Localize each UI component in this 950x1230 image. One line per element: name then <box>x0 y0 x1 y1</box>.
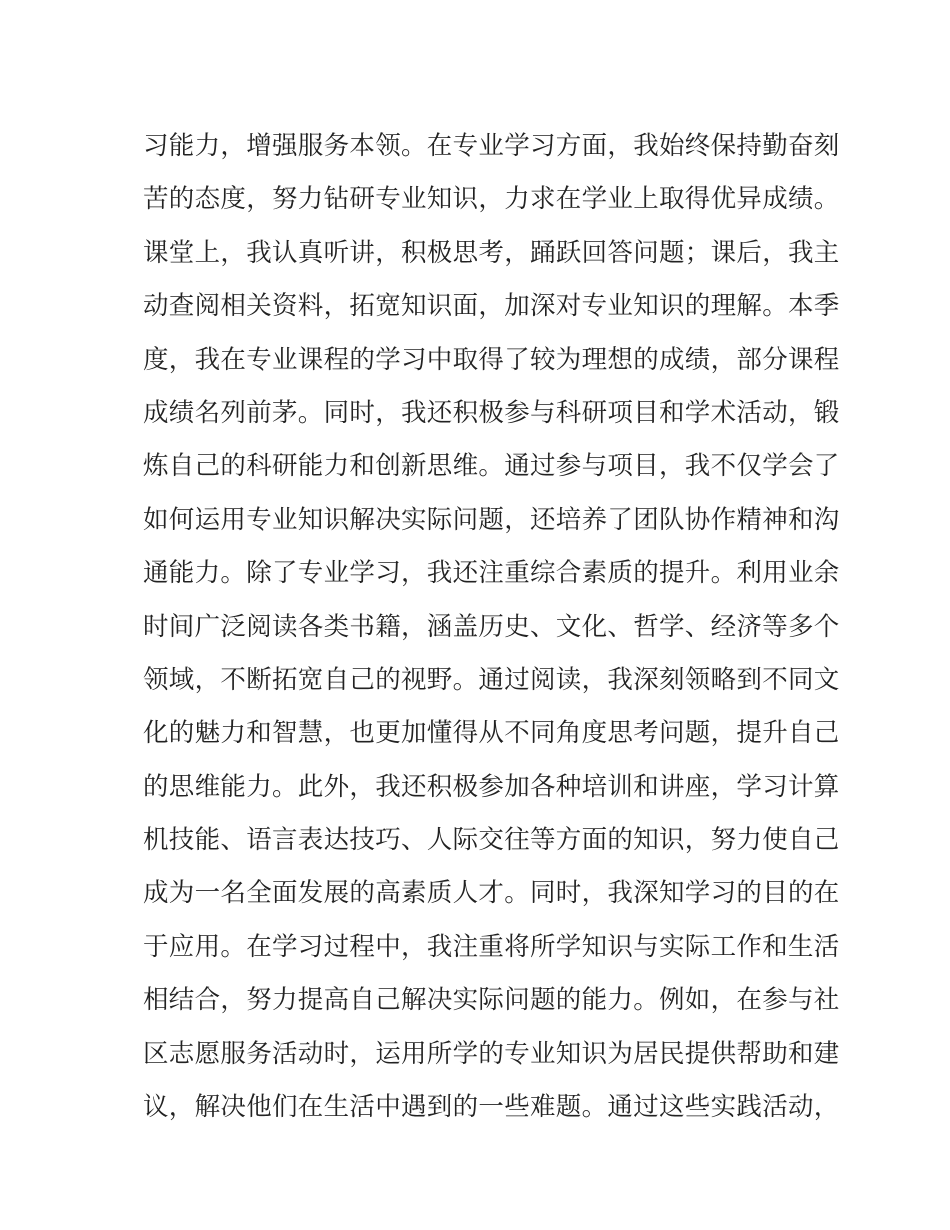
text-line: 议，解决他们在生活中遇到的一些难题。通过这些实践活动， <box>143 1092 840 1123</box>
text-line: 区志愿服务活动时，运用所学的专业知识为居民提供帮助和建 <box>143 1038 840 1069</box>
text-line: 时间广泛阅读各类书籍，涵盖历史、文化、哲学、经济等多个 <box>143 611 840 642</box>
text-line: 成绩名列前茅。同时，我还积极参与科研项目和学术活动，锻 <box>143 397 840 428</box>
text-line: 机技能、语言表达技巧、人际交往等方面的知识，努力使自己 <box>143 825 840 856</box>
text-line: 度，我在专业课程的学习中取得了较为理想的成绩，部分课程 <box>143 344 840 375</box>
text-line: 炼自己的科研能力和创新思维。通过参与项目，我不仅学会了 <box>143 451 840 482</box>
text-line: 的思维能力。此外，我还积极参加各种培训和讲座，学习计算 <box>143 771 840 802</box>
text-line: 如何运用专业知识解决实际问题，还培养了团队协作精神和沟 <box>143 504 840 535</box>
text-line: 化的魅力和智慧，也更加懂得从不同角度思考问题，提升自己 <box>143 718 840 749</box>
text-line: 习能力，增强服务本领。在专业学习方面，我始终保持勤奋刻 <box>143 131 840 161</box>
text-line: 成为一名全面发展的高素质人才。同时，我深知学习的目的在 <box>143 878 840 909</box>
text-line: 动查阅相关资料，拓宽知识面，加深对专业知识的理解。本季 <box>143 291 840 322</box>
text-line: 于应用。在学习过程中，我注重将所学知识与实际工作和生活 <box>143 931 840 962</box>
text-line: 通能力。除了专业学习，我还注重综合素质的提升。利用业余 <box>143 558 840 589</box>
text-line: 苦的态度，努力钻研专业知识，力求在学业上取得优异成绩。 <box>143 184 840 215</box>
body-text <box>143 120 840 1134</box>
text-line: 相结合，努力提高自己解决实际问题的能力。例如，在参与社 <box>143 985 840 1016</box>
text-line: 领域，不断拓宽自己的视野。通过阅读，我深刻领略到不同文 <box>143 664 840 695</box>
text-line: 课堂上，我认真听讲，积极思考，踊跃回答问题；课后，我主 <box>143 237 840 268</box>
